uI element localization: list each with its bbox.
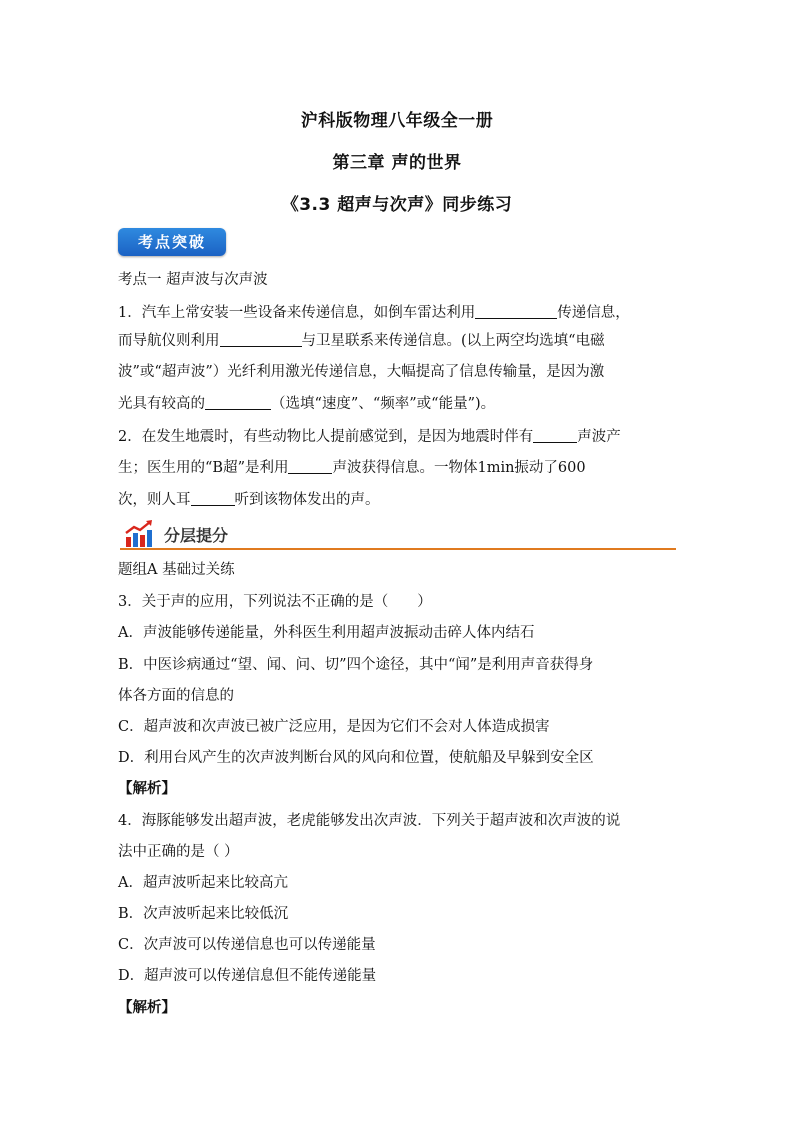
q2-line-2 xyxy=(118,458,678,478)
q1-text: （选填“速度”、“频率”或“能量”)。 xyxy=(271,396,496,412)
q1-line-4 xyxy=(118,394,678,414)
q4-option-d: D．超声波可以传递信息但不能传递能量 xyxy=(118,968,377,984)
q1-text: 1．汽车上常安装一些设备来传递信息，如倒车雷达利用 xyxy=(118,305,476,321)
q1-blank-2[interactable] xyxy=(220,332,302,347)
fenceng-label: 分层提分 xyxy=(164,526,229,545)
q1-line-2 xyxy=(118,331,678,351)
q1-blank-1[interactable] xyxy=(475,304,557,319)
q2-text: 生；医生用的“B超”是利用 xyxy=(118,460,289,476)
q3-option-c: C．超声波和次声波已被广泛应用，是因为它们不会对人体造成损害 xyxy=(118,719,550,735)
q4-stem-line-1: 4．海豚能够发出超声波，老虎能够发出次声波．下列关于超声波和次声波的说 xyxy=(118,813,621,829)
book-title: 沪科版物理八年级全一册 xyxy=(300,111,494,131)
q1-text: 与卫星联系来传递信息。(以上两空均选填“电磁 xyxy=(301,333,605,349)
q2-text: 次，则人耳 xyxy=(118,492,191,508)
q1-line-3: 波”或“超声波”）光纤利用激光传递信息，大幅提高了信息传输量，是因为激 xyxy=(118,364,605,380)
q3-option-a: A．声波能够传递能量，外科医生利用超声波振动击碎人体内结石 xyxy=(118,625,535,641)
q4-option-a: A．超声波听起来比较高亢 xyxy=(118,875,288,891)
q3-option-b-line-2: 体各方面的信息的 xyxy=(118,688,234,704)
q2-blank-3[interactable] xyxy=(191,491,235,506)
lesson-title: 《3.3 超声与次声》同步练习 xyxy=(281,195,513,215)
rising-bar-chart-icon xyxy=(124,520,154,548)
q3-option-b-line-1: B．中医诊病通过“望、闻、问、切”四个途径，其中“闻”是利用声音获得身 xyxy=(118,657,594,673)
q2-line-1 xyxy=(118,427,678,447)
q2-text: 2．在发生地震时，有些动物比人提前感觉到，是因为地震时伴有 xyxy=(118,429,534,445)
q2-blank-1[interactable] xyxy=(533,428,577,443)
q2-line-3 xyxy=(118,490,678,510)
q3-analysis-label: 【解析】 xyxy=(118,780,176,797)
q2-text: 听到该物体发出的声。 xyxy=(234,492,380,508)
kaodian-1-title: 考点一 超声波与次声波 xyxy=(118,272,268,288)
kaodian-badge: 考点突破 xyxy=(118,228,226,256)
fenceng-section-header xyxy=(120,518,676,552)
q4-option-c: C．次声波可以传递信息也可以传递能量 xyxy=(118,937,376,953)
q3-stem: 3．关于声的应用，下列说法不正确的是（ ） xyxy=(118,594,432,610)
q1-blank-3[interactable] xyxy=(205,395,271,410)
q2-text: 声波产 xyxy=(577,429,621,445)
q4-analysis-label: 【解析】 xyxy=(118,999,176,1016)
q1-text: 传递信息， xyxy=(557,305,630,321)
group-a-title: 题组A 基础过关练 xyxy=(118,562,235,578)
q1-text: 而导航仪则利用 xyxy=(118,333,220,349)
section-divider xyxy=(120,548,676,550)
q1-text: 光具有较高的 xyxy=(118,396,205,412)
q2-blank-2[interactable] xyxy=(288,459,332,474)
q4-option-b: B．次声波听起来比较低沉 xyxy=(118,906,289,922)
q1-line-1 xyxy=(118,303,678,323)
q2-text: 声波获得信息。一物体1min振动了600 xyxy=(332,460,586,476)
q3-option-d: D．利用台风产生的次声波判断台风的风向和位置，使航船及早躲到安全区 xyxy=(118,750,594,766)
chapter-title: 第三章 声的世界 xyxy=(332,153,462,173)
q4-stem-line-2: 法中正确的是（ ） xyxy=(118,844,239,860)
